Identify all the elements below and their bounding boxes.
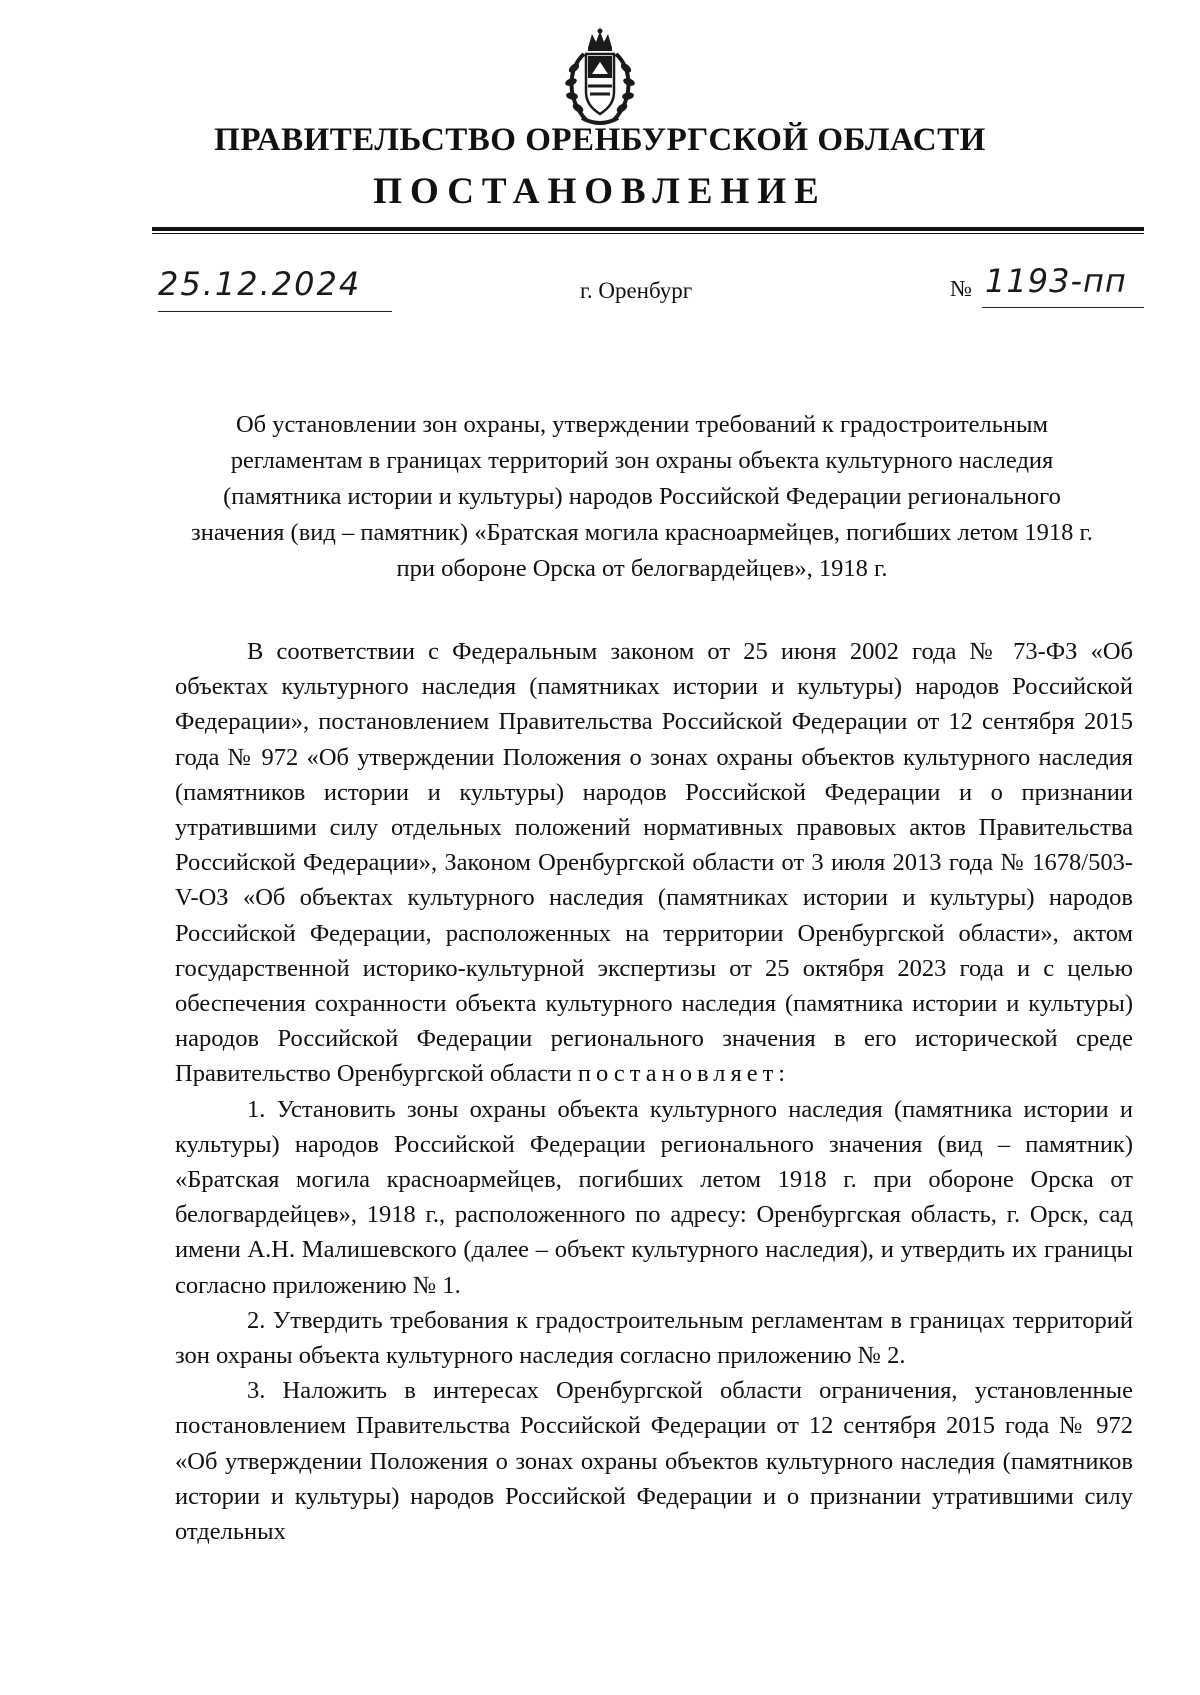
document-date: 25.12.2024 (158, 265, 362, 303)
document-subject: Об установлении зон охраны, утверждении требований к градостроительным регламентам в границах территорий зон охраны объекта культурного наследия (памятника истории и культуры) народов Российской Федерации регионального значения (вид – памятник) «Братская могила красноармейцев, погибших летом 1918 г. при обороне Орска от белогвардейцев», 1918 г. (191, 411, 1093, 582)
document-body (175, 634, 1133, 1549)
coat-of-arms-icon (562, 28, 638, 128)
item-3-paragraph: 3. Наложить в интересах Оренбургской области ограничения, установленные постановлением Правительства Российской Федерации от 12 сентября 2015 года № 972 «Об утверждении Положения о зонах охраны объектов культурного наследия (памятников истории и культуры) народов Российской Федерации и о признании утратившими силу отдельных (175, 1377, 1133, 1546)
header-rule-thin (152, 233, 1144, 234)
number-underline (982, 307, 1144, 308)
document-type-heading: ПОСТАНОВЛЕНИЕ (373, 171, 827, 212)
header-rule-thick (152, 227, 1144, 231)
resolves-text: постановляет: (577, 1060, 791, 1088)
document-number: 1193-пп (985, 262, 1127, 300)
date-underline (158, 311, 392, 312)
number-label: № (950, 276, 972, 301)
item-2-paragraph: 2. Утвердить требования к градостроительным регламентам в границах территорий зон охраны объекта культурного наследия согласно приложению № 2. (175, 1306, 1133, 1370)
government-title: ПРАВИТЕЛЬСТВО ОРЕНБУРГСКОЙ ОБЛАСТИ (214, 122, 986, 158)
preamble-text: В соответствии с Федеральным законом от 25 июня 2002 года № 73-ФЗ «Об объектах культурного наследия (памятниках истории и культуры) народов Российской Федерации», постановлением Правительства Российской Федерации от 12 сентября 2015 года № 972 «Об утверждении Положения о зонах охраны объектов культурного наследия (памятников истории и культуры) народов Российской Федерации и о признании утратившими силу отдельных положений нормативных правовых актов Правительства Российской Федерации», Законом Оренбургской области от 3 июля 2013 года № 1678/503-V-ОЗ «Об объектах культурного наследия (памятниках истории и культуры) народов Российской Федерации, расположенных на территории Оренбургской области», актом государственной историко-культурной экспертизы от 25 октября 2023 года и с целью обеспечения сохранности объекта культурного наследия (памятника истории и культуры) народов Российской Федерации регионального значения в его исторической среде Правительство Оренбургской области (175, 638, 1133, 1088)
preamble-paragraph (175, 634, 1133, 1092)
item-1-paragraph: 1. Установить зоны охраны объекта культурного наследия (памятника истории и культуры) народов Российской Федерации регионального значения (вид – памятник) «Братская могила красноармейцев, погибших летом 1918 г. при обороне Орска от белогвардейцев», 1918 г., расположенного по адресу: Оренбургская область, г. Орск, сад имени А.Н. Малишевского (далее – объект культурного наследия), и утвердить их границы согласно приложению № 1. (175, 1095, 1133, 1299)
document-city: г. Оренбург (580, 278, 693, 303)
